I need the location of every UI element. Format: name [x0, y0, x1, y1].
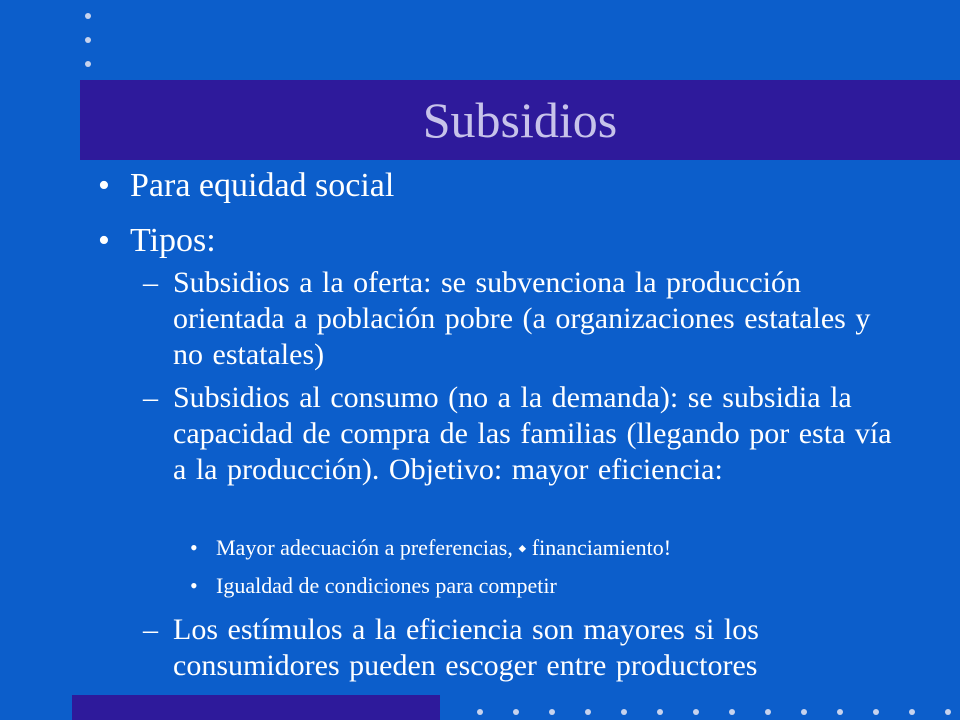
bullet-marker: • [190, 573, 198, 598]
subsubbullet-text-end: financiamiento! [526, 535, 672, 560]
dash-marker: – [143, 266, 158, 299]
slide-title: Subsidios [422, 92, 618, 148]
bullet-marker: • [98, 167, 110, 204]
bullet-text: Tipos: [130, 222, 216, 259]
subsubbullet-text-start: Mayor adecuación a preferencias, [216, 535, 519, 560]
subbullet-text: Subsidios a la oferta: se subvenciona la producción orientada a población pobre (a organizaciones estatales y no estatales) [173, 266, 871, 371]
dash-marker: – [143, 381, 158, 414]
bullet-marker: • [98, 222, 110, 259]
bullet-marker: • [190, 535, 198, 560]
subbullet-text: Subsidios al consumo (no a la demanda): se subsidia la capacidad de compra de las familias (llegando por esta vía a la producción). Objetivo: mayor eficiencia: [173, 381, 892, 486]
subsubbullet-text: Igualdad de condiciones para competir [216, 573, 557, 598]
dash-marker: – [143, 613, 158, 646]
diamond-symbol: ⬩ [518, 535, 527, 560]
bullet-text: Para equidad social [130, 167, 395, 204]
subbullet-text: Los estímulos a la eficiencia son mayores si los consumidores pueden escoger entre productores [173, 613, 759, 682]
subsubbullet-text [216, 534, 671, 562]
